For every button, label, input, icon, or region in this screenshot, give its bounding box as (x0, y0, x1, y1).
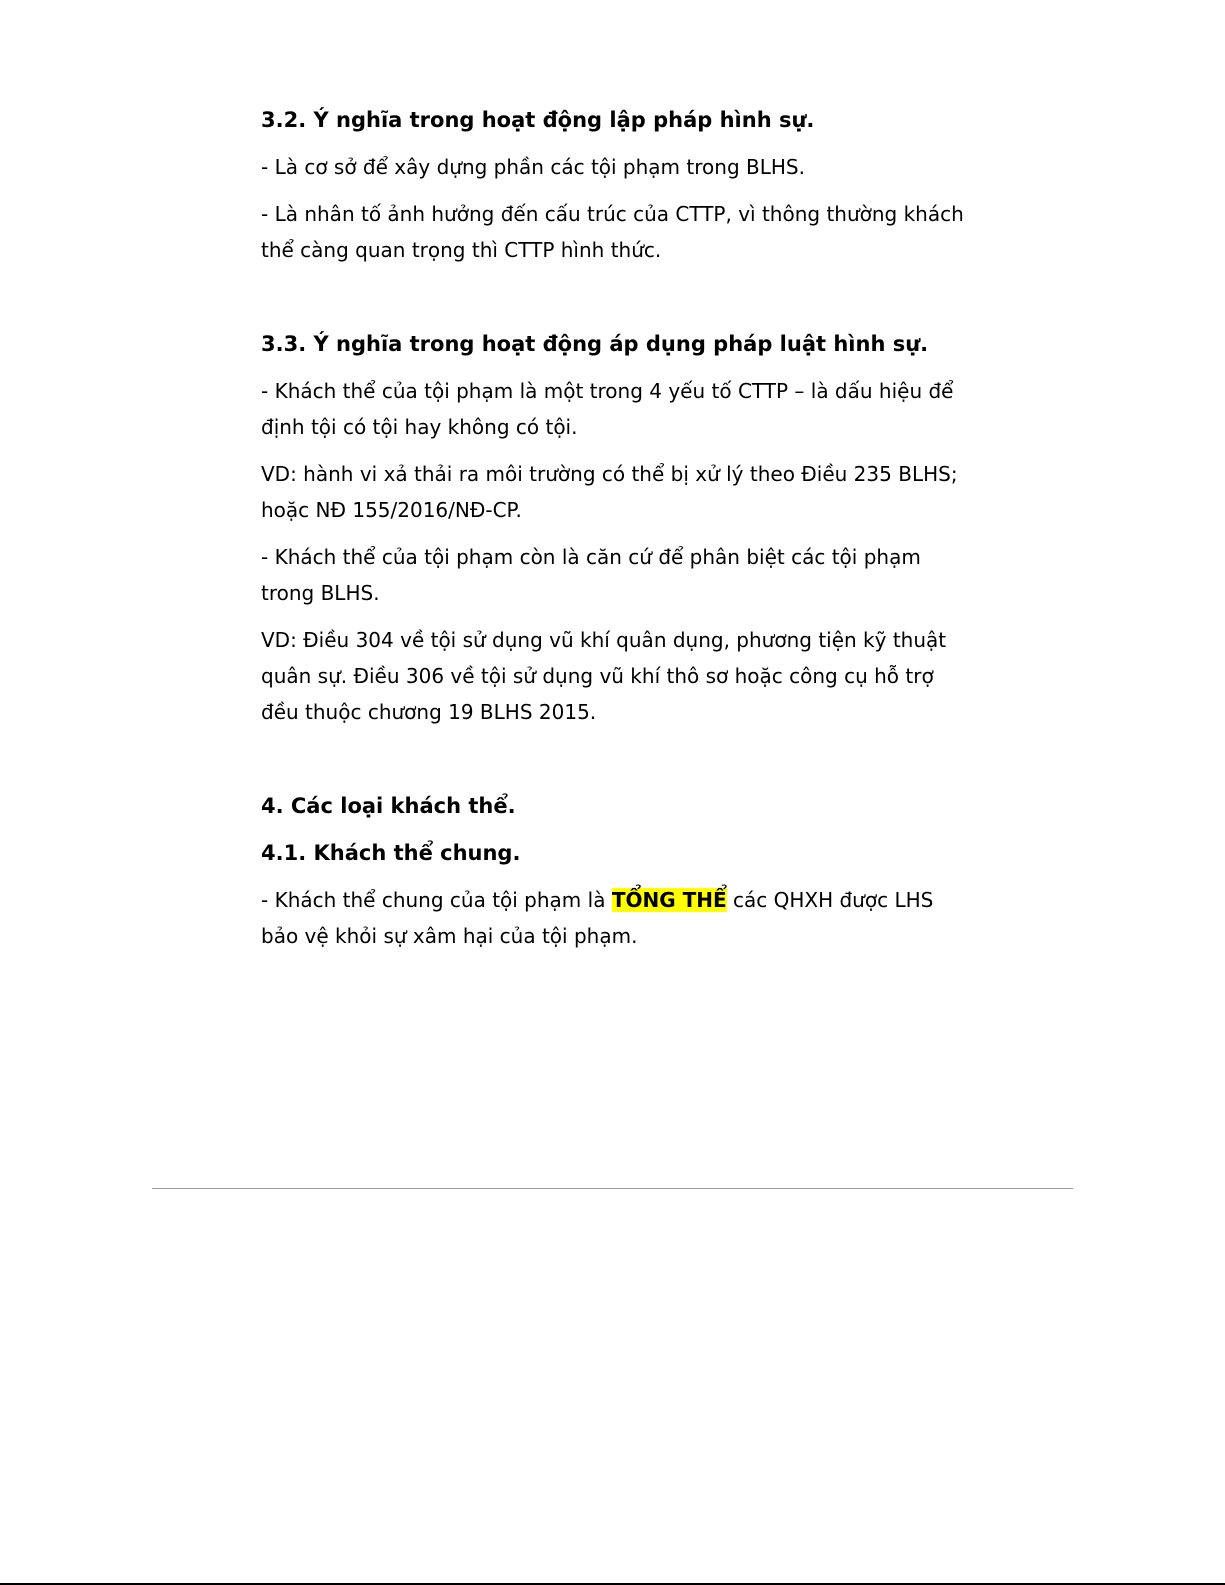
document-page (261, 102, 971, 965)
section-4-heading: 4. Các loại khách thể. (261, 794, 516, 818)
paragraph-text-after: các QHXH được LHS bảo vệ khỏi sự xâm hại của tội phạm. (261, 888, 934, 948)
section-3-2-heading: 3.2. Ý nghĩa trong hoạt động lập pháp hình sự. (261, 108, 815, 132)
page-divider (152, 1188, 1073, 1189)
section-3-3-paragraph-1: - Khách thể của tội phạm là một trong 4 yếu tố CTTP – là dấu hiệu để định tội có tội hay không có tội. (261, 379, 954, 439)
spacer (261, 741, 971, 788)
section-4-1-heading: 4.1. Khách thể chung. (261, 841, 521, 865)
spacer (261, 279, 971, 326)
section-3-2-paragraph-1: - Là cơ sở để xây dựng phần các tội phạm trong BLHS. (261, 155, 805, 179)
highlighted-text: TỔNG THỂ (611, 888, 727, 912)
section-3-2-paragraph-2: - Là nhân tố ảnh hưởng đến cấu trúc của CTTP, vì thông thường khách thể càng quan trọng thì CTTP hình thức. (261, 202, 964, 262)
section-4-1-paragraph-1 (261, 882, 971, 954)
section-3-3-heading: 3.3. Ý nghĩa trong hoạt động áp dụng pháp luật hình sự. (261, 332, 929, 356)
section-3-3-paragraph-4: VD: Điều 304 về tội sử dụng vũ khí quân dụng, phương tiện kỹ thuật quân sự. Điều 306 về tội sử dụng vũ khí thô sơ hoặc công cụ hỗ trợ đều thuộc chương 19 BLHS 2015. (261, 628, 947, 724)
section-3-3-paragraph-3: - Khách thể của tội phạm còn là căn cứ để phân biệt các tội phạm trong BLHS. (261, 545, 921, 605)
paragraph-text-before: - Khách thể chung của tội phạm là (261, 888, 612, 912)
section-3-3-paragraph-2: VD: hành vi xả thải ra môi trường có thể bị xử lý theo Điều 235 BLHS; hoặc NĐ 155/2016/NĐ-CP. (261, 462, 958, 522)
